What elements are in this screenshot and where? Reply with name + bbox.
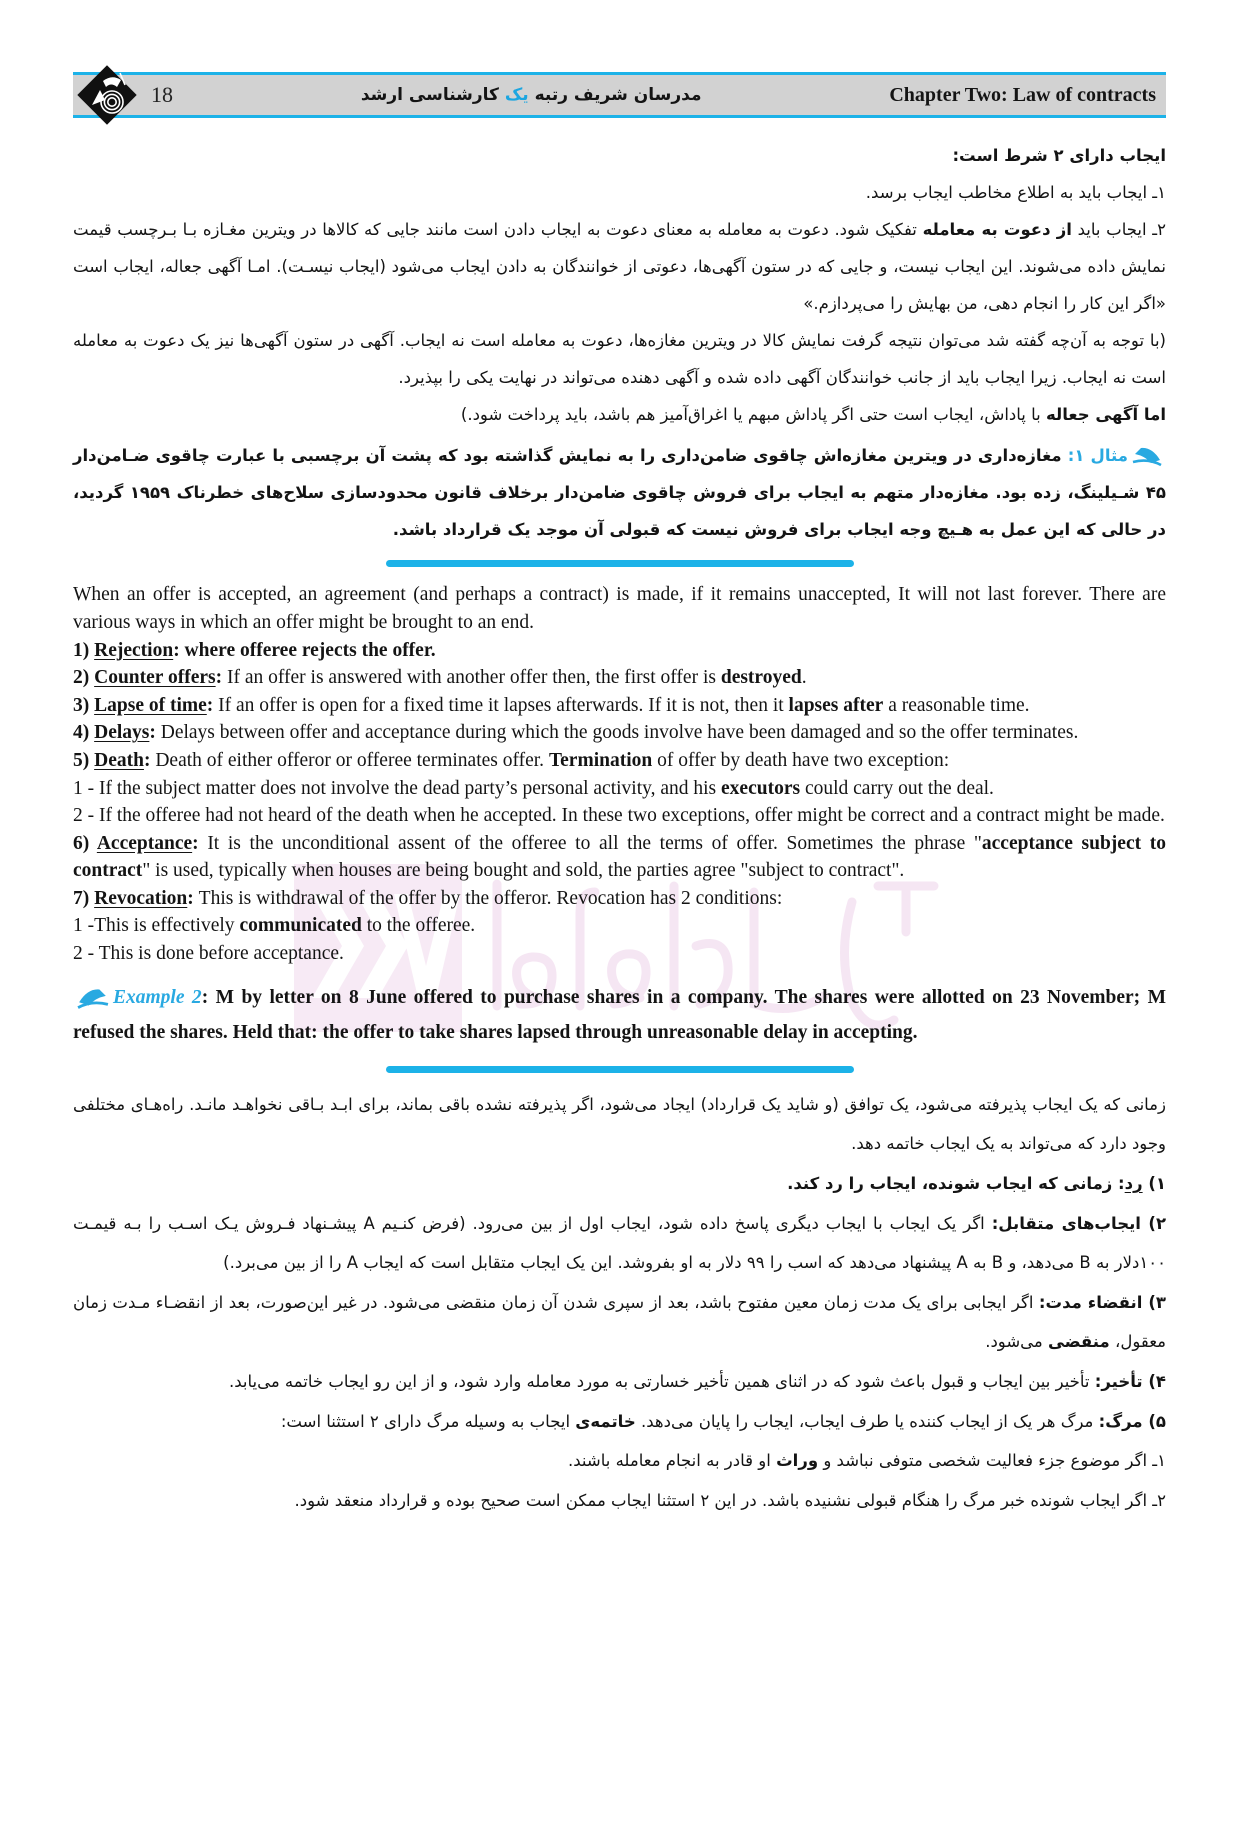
pen-icon	[1132, 445, 1162, 467]
en-item-4	[73, 719, 1166, 747]
en-item-7-sub-2: 2 - This is done before acceptance.	[73, 943, 344, 964]
example-1-label: مثال ۱:	[1067, 445, 1128, 465]
example-1-text: مغازه‌داری در ویترین مغازه‌اش چاقوی ضامن‌داری را به نمایش گذاشته بود که پشت آن برچسبی با عبارت چاقوی ضـامن‌دار ۴۵ شـیلینگ، زده بود. مغازه‌دار متهم به ایجاب برای فروش چاقوی ضامن‌دار برخلاف قانون محدودسازی سلاح‌های خطرناک ۱۹۵۹ گردید، در حالی که این عمل به هـیچ وجه ایجاب برای فروش نیست که قبولی آن موجد یک قرارداد باشد.	[73, 445, 1166, 539]
underlined-term: Acceptance	[96, 832, 193, 854]
item-text-end: of offer by death have two exception:	[652, 749, 950, 771]
underlined-term: Counter offers	[94, 667, 216, 689]
item-number: 2)	[73, 667, 95, 689]
sub-text: 1 - If the subject matter does not involve the dead party’s personal activity, and his	[73, 777, 722, 799]
header-brand	[173, 85, 889, 105]
example-2-text: M by letter on 8 June offered to purchase shares in a company. The shares were allotted on 23 November; M refused the shares. Held that: the offer to take shares lapsed through unreasonable delay in accepting.	[73, 986, 1167, 1043]
bold-term: lapses after	[788, 694, 884, 716]
item-colon: :	[143, 749, 156, 771]
item-text-end: " is used, typically when houses are being bought and sold, the parties agree "subject to contract".	[142, 860, 905, 882]
fa-example-1	[73, 438, 1166, 549]
underlined-term: Delays	[94, 722, 150, 744]
item-colon: :	[192, 832, 208, 854]
bold-term: وراث	[776, 1451, 819, 1471]
fa-b-item-5	[73, 1402, 1166, 1442]
item-colon: :	[187, 887, 199, 909]
fa-b-item-1	[73, 1164, 1166, 1204]
page-number: 18	[151, 82, 173, 107]
item-number: 6)	[73, 832, 97, 854]
underlined-term: Lapse of time	[94, 694, 207, 716]
fa-b-item-4	[73, 1362, 1166, 1402]
en-intro: When an offer is accepted, an agreement (and perhaps a contract) is made, if it remains unaccepted, It will not last forever. There are various ways in which an offer might be brought to an end.	[73, 584, 1166, 634]
sub-text-end: could carry out the deal.	[800, 777, 994, 799]
fa-endings-section	[73, 1085, 1166, 1521]
example-2-colon: :	[201, 986, 216, 1008]
en-item-1	[73, 637, 1166, 665]
underlined-term: Rejection	[94, 639, 174, 661]
bold-term: executors	[721, 777, 801, 799]
item-number: 7)	[73, 887, 95, 909]
item-text-end: می‌شود.	[985, 1332, 1048, 1352]
bold-term: Termination	[548, 749, 653, 771]
en-item-6	[73, 830, 1166, 885]
item-label: ۲) ایجاب‌های متقابل:	[991, 1213, 1167, 1233]
bold-term: communicated	[239, 915, 362, 937]
page-header	[73, 72, 1166, 118]
fa-condition-1: ۱ـ ایجاب باید به اطلاع مخاطب ایجاب برسد.	[865, 182, 1166, 202]
item-number: ۱)	[1142, 1173, 1166, 1193]
fa-bold-term: از دعوت به معامله	[922, 219, 1072, 239]
en-item-7	[73, 885, 1166, 913]
en-item-5-sub-2: 2 - If the offeree had not heard of the death when he accepted. In these two exceptions, offer might be correct and a contract might be made.	[73, 805, 1165, 827]
item-text: Death of either offeror or offeree terminates offer.	[155, 749, 549, 771]
chapter-title-bold: Chapter Two:	[889, 83, 1008, 106]
fa-note: (با توجه به آن‌چه گفته شد می‌توان نتیجه گرفت نمایش کالا در ویترین مغازه‌ها، دعوت به معامله است نه ایجاب. آگهی در ستون آگهی‌ها نیز یک دعوت به معامله است نه ایجاب. زیرا ایجاب باید از جانب خوانندگان آگهی داده شده و آگهی دهنده می‌تواند در نهایت یکی را بپذیرد.	[73, 330, 1166, 387]
item-text-end: .	[801, 667, 807, 689]
underlined-term: Death	[94, 749, 144, 771]
brand-highlight: یک	[504, 85, 529, 105]
item-text: مرگ هر یک از ایجاب کننده یا طرف ایجاب، ایجاب را پایان می‌دهد.	[635, 1411, 1099, 1431]
bold-term: acceptance subject to contract	[73, 832, 1167, 882]
item-text: : زمانی که ایجاب شونده، ایجاب را رد کند.	[787, 1173, 1125, 1193]
bold-term: خاتمه‌ی	[575, 1411, 636, 1431]
fa-condition-2	[73, 212, 1166, 323]
underlined-term: رد	[1124, 1173, 1143, 1193]
en-item-3	[73, 692, 1166, 720]
fa-intro-section	[73, 138, 1166, 548]
fa-b-item-3	[73, 1283, 1166, 1362]
item-colon: :	[206, 694, 219, 716]
publisher-logo-icon	[75, 63, 139, 127]
item-text: This is withdrawal of the offer by the offeror. Revocation has 2 conditions:	[198, 887, 783, 909]
en-section	[73, 581, 1166, 1049]
underlined-term: Revocation	[94, 887, 188, 909]
sub-text-end: to the offeree.	[361, 915, 476, 937]
item-text: If an offer is answered with another offer then, the first offer is	[227, 667, 721, 689]
fa-b-intro: زمانی که یک ایجاب پذیرفته می‌شود، یک توافق (و شاید یک قرارداد) ایجاد می‌شود، اگر پذیرفته نشده باقی بماند، برای ابـد بـاقی نخواهـد مانـد. راه‌هـای مختلفی وجود دارد که می‌تواند به یک ایجاب خاتمه دهد.	[73, 1094, 1166, 1154]
sub-text: 1 -This is effectively	[73, 915, 240, 937]
item-text: تأخیر بین ایجاب و قبول باعث شود که در اثنای همین تأخیر خسارتی به مورد معامله وارد شود، و از این رو ایجاب خاتمه می‌یابد.	[228, 1371, 1095, 1391]
section-divider	[386, 560, 854, 567]
fa-b-sub-1	[73, 1441, 1166, 1481]
sub-text: ۱ـ اگر موضوع جزء فعالیت شخصی متوفی نباشد و	[818, 1451, 1166, 1471]
item-text: If an offer is open for a fixed time it lapses afterwards. If it is not, then it	[218, 694, 789, 716]
brand-text-end: کارشناسی ارشد	[360, 85, 505, 105]
chapter-title-rest: Law of contracts	[1007, 83, 1156, 106]
page-content	[0, 138, 1239, 1520]
fa-note-2-bold: اما آگهی جعاله	[1046, 404, 1166, 424]
item-label: ۳) انقضاء مدت:	[1038, 1292, 1166, 1312]
fa-b-sub-2: ۲ـ اگر ایجاب شونده خبر مرگ را هنگام قبولی نشنیده باشد. در این ۲ استثنا ایجاب ممکن است صحیح بوده و قرارداد منعقد شود.	[294, 1490, 1166, 1510]
fa-condition-2-rest: تفکیک شود. دعوت به معامله به معنای دعوت به ایجاب دادن است مانند جایی که کالاها در ویترین مغـازه بـا بـرچسب قیمت نمایش داده می‌شوند. این ایجاب نیست، و جایی که در ستون آگهی‌ها، دعوتی از خوانندگان به دادن ایجاب می‌شود (ایجاب نیسـت). امـا آگهی جعاله، ایجاب است «اگر این کار را انجام دهی، من بهایش را می‌پردازم.»	[73, 219, 1166, 313]
item-number: 3)	[73, 694, 95, 716]
en-item-5	[73, 747, 1166, 775]
en-item-5-sub-1	[73, 775, 1166, 803]
bold-term: منقضی	[1047, 1332, 1110, 1352]
item-text: اگر ایجابی برای یک مدت زمان معین مفتوح باشد، بعد از سپری شدن آن زمان منقضی می‌شود. در غیر این‌صورت، بعد از انقضـاء مـدت زمان معقول،	[73, 1292, 1166, 1352]
item-label: ۴) تأخیر:	[1094, 1371, 1166, 1391]
brand-text: مدرسان شریف رتبه	[528, 85, 702, 105]
fa-condition-2-pre: ۲ـ ایجاب باید	[1071, 219, 1166, 239]
item-text-end: a reasonable time.	[883, 694, 1030, 716]
item-label: ۵) مرگ:	[1098, 1411, 1166, 1431]
item-number: 4)	[73, 722, 95, 744]
fa-note-2	[73, 397, 1166, 434]
item-text: Delays between offer and acceptance during which the goods involve have been damaged and so the offer terminates.	[160, 722, 1079, 744]
chapter-title	[889, 84, 1166, 107]
example-2-label: Example 2	[113, 986, 202, 1008]
item-text: : where offeree rejects the offer.	[173, 639, 436, 661]
book-page	[0, 72, 1239, 1826]
en-item-2	[73, 664, 1166, 692]
bold-term: destroyed	[720, 667, 802, 689]
sub-text-end: او قادر به انجام معامله باشند.	[568, 1451, 777, 1471]
en-example-2	[73, 980, 1166, 1050]
item-colon: :	[149, 722, 161, 744]
item-text: اگر یک ایجاب با ایجاب دیگری پاسخ داده شود، ایجاب اول از بین می‌رود. (فرض کنـیم A پیشـنهاد فـروش یـک اسـب را بـه قیمـت ۱۰۰دلار به B می‌دهد، و B به A پیشنهاد می‌دهد که اسب را ۹۹ دلار به او بفروشد. این یک ایجاب متقابل است که ایجاب A را از بین می‌برد.)	[73, 1213, 1166, 1273]
pen-icon	[77, 986, 109, 1010]
item-text: It is the unconditional assent of the offeree to all the terms of offer. Sometimes the phrase "	[207, 832, 982, 854]
item-colon: :	[215, 667, 227, 689]
section-divider	[386, 1066, 854, 1073]
fa-heading: ایجاب دارای ۲ شرط است:	[952, 146, 1166, 165]
item-number: 1)	[73, 639, 95, 661]
en-item-7-sub-1	[73, 912, 1166, 940]
item-number: 5)	[73, 749, 95, 771]
fa-note-2-rest: با پاداش، ایجاب است حتی اگر پاداش مبهم یا اغراق‌آمیز هم باشد، باید پرداخت شود.)	[460, 404, 1046, 424]
item-text-end: ایجاب به وسیله مرگ دارای ۲ استثنا است:	[280, 1411, 576, 1431]
fa-b-item-2	[73, 1204, 1166, 1283]
